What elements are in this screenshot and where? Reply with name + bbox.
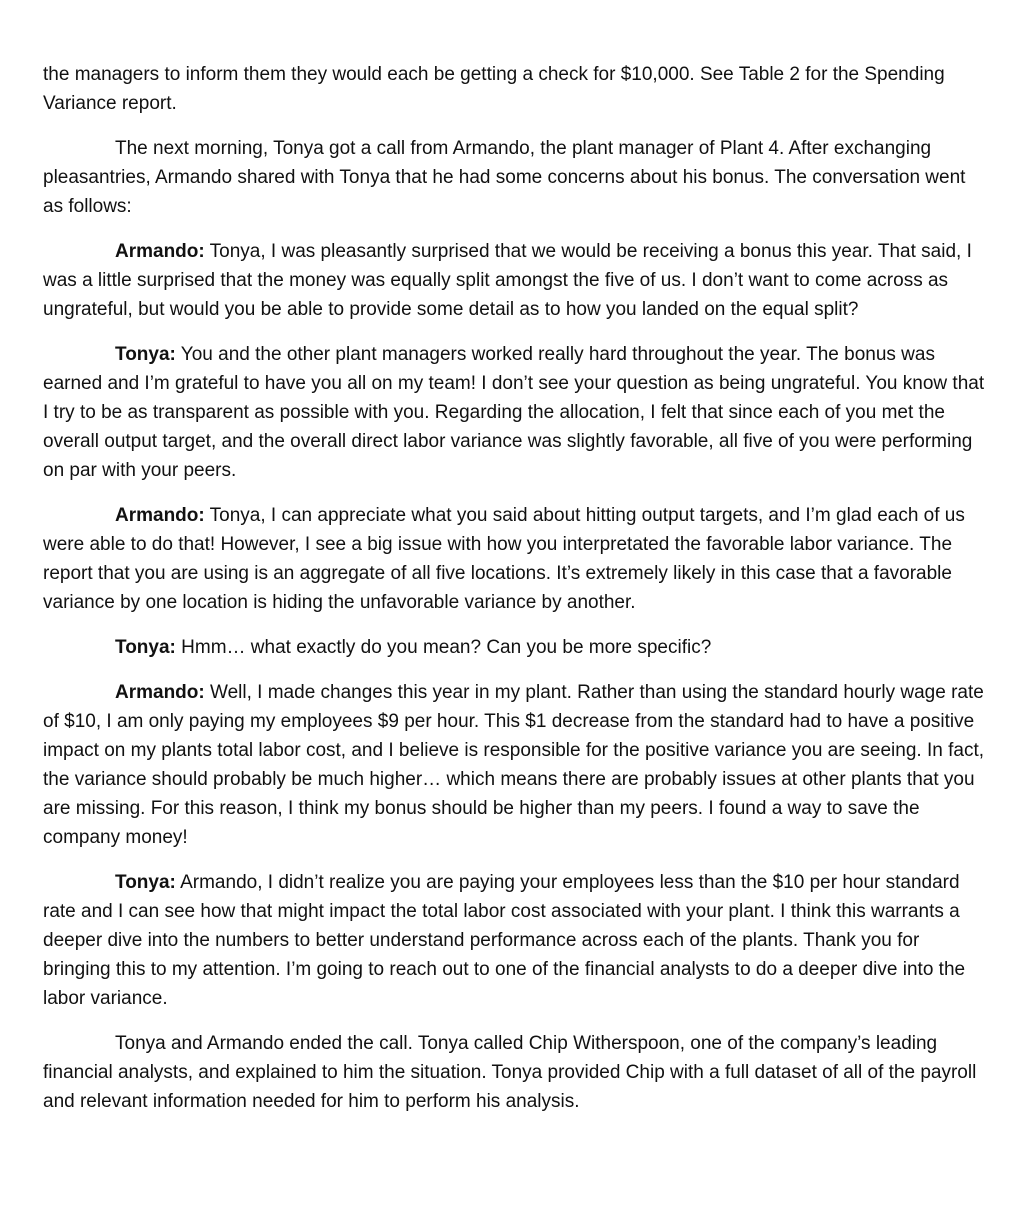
speaker-name: Tonya: (115, 637, 176, 658)
document-page (43, 60, 988, 1132)
paragraph-text: The next morning, Tonya got a call from Armando, the plant manager of Plant 4. After exchanging pleasantries, Armando shared with Tonya that he had some concerns about his bonus. The conversation went as follows: (43, 138, 966, 217)
paragraph-narrative (43, 1029, 988, 1116)
speaker-name: Armando: (115, 682, 205, 703)
paragraph-dialogue (43, 501, 988, 617)
paragraph-dialogue (43, 633, 988, 662)
speaker-name: Armando: (115, 241, 205, 262)
paragraph-dialogue (43, 237, 988, 324)
paragraph-text: the managers to inform them they would each be getting a check for $10,000. See Table 2 for the Spending Variance report. (43, 64, 945, 114)
paragraph-text: Tonya and Armando ended the call. Tonya called Chip Witherspoon, one of the company’s leading financial analysts, and explained to him the situation. Tonya provided Chip with a full dataset of all of the payroll and relevant information needed for him to perform his analysis. (43, 1033, 977, 1112)
speaker-name: Tonya: (115, 872, 176, 893)
paragraph-continuation (43, 60, 988, 118)
paragraph-text: Armando, I didn’t realize you are paying your employees less than the $10 per hour standard rate and I can see how that might impact the total labor cost associated with your plant. I think this warrants a deeper dive into the numbers to better understand performance across each of the plants. Thank you for bringing this to my attention. I’m going to reach out to one of the financial analysts to do a deeper dive into the labor variance. (43, 872, 966, 1009)
paragraph-text: Hmm… what exactly do you mean? Can you be more specific? (175, 637, 712, 658)
paragraph-text: Well, I made changes this year in my plant. Rather than using the standard hourly wage rate of $10, I am only paying my employees $9 per hour. This $1 decrease from the standard had to have a positive impact on my plants total labor cost, and I believe is responsible for the positive variance you are seeing. In fact, the variance should probably be much higher… which means there are probably issues at other plants that you are missing. For this reason, I think my bonus should be higher than my peers. I found a way to save the company money! (43, 682, 985, 848)
paragraph-dialogue (43, 678, 988, 852)
speaker-name: Armando: (115, 505, 205, 526)
paragraph-narrative (43, 134, 988, 221)
paragraph-text: You and the other plant managers worked really hard throughout the year. The bonus was earned and I’m grateful to have you all on my team! I don’t see your question as being ungrateful. You know that I try to be as transparent as possible with you. Regarding the allocation, I felt that since each of you met the overall output target, and the overall direct labor variance was slightly favorable, all five of you were performing on par with your peers. (43, 344, 985, 481)
paragraph-text: Tonya, I was pleasantly surprised that we would be receiving a bonus this year. That said, I was a little surprised that the money was equally split amongst the five of us. I don’t want to come across as ungrateful, but would you be able to provide some detail as to how you landed on the equal split? (43, 241, 972, 320)
paragraph-dialogue (43, 340, 988, 485)
paragraph-text: Tonya, I can appreciate what you said about hitting output targets, and I’m glad each of us were able to do that! However, I see a big issue with how you interpretated the favorable labor variance. The report that you are using is an aggregate of all five locations. It’s extremely likely in this case that a favorable variance by one location is hiding the unfavorable variance by another. (43, 505, 965, 613)
paragraph-dialogue (43, 868, 988, 1013)
speaker-name: Tonya: (115, 344, 176, 365)
